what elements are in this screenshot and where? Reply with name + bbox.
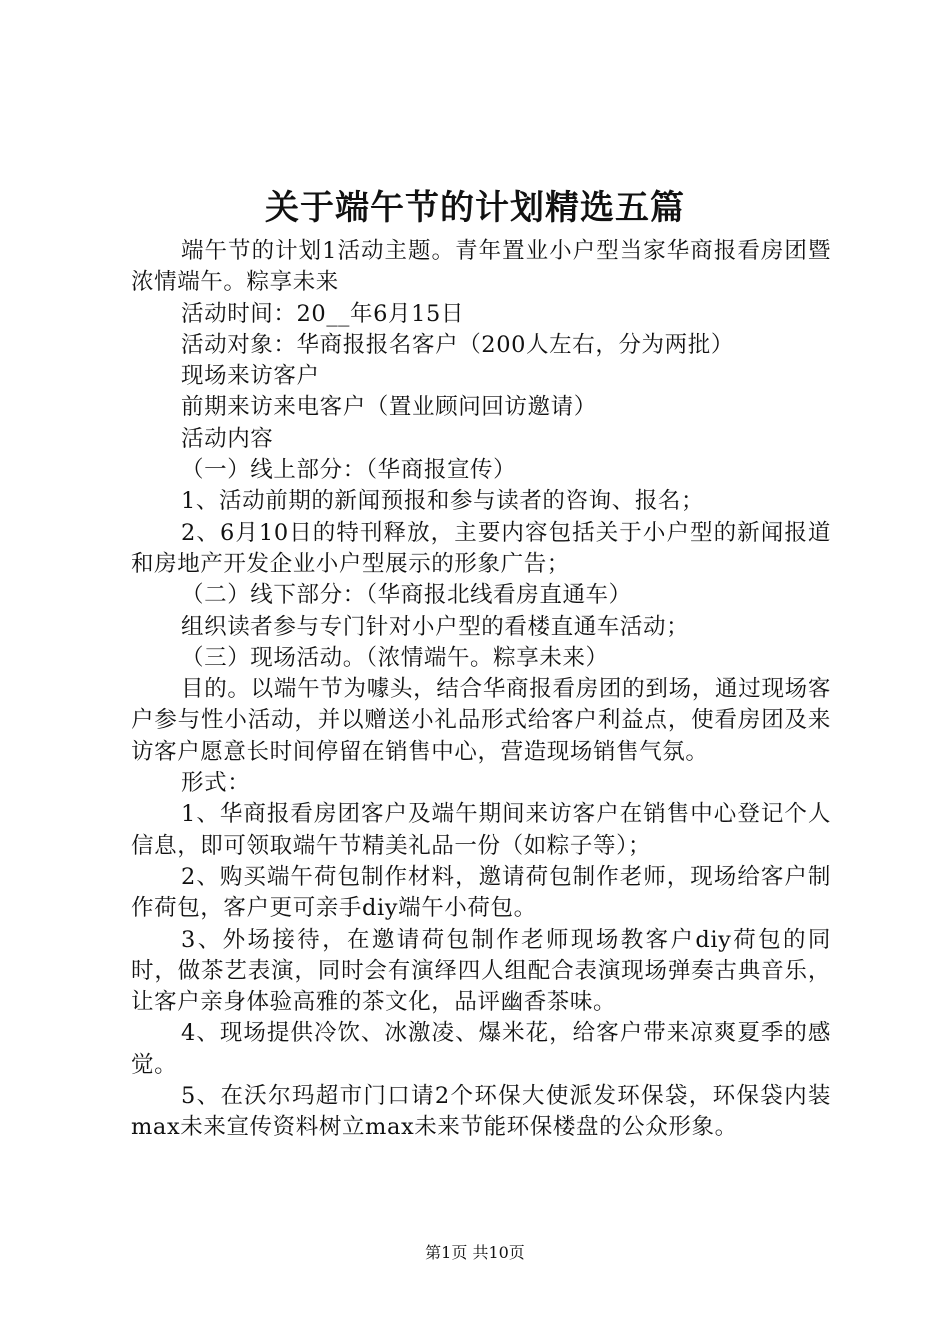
- paragraph: 活动内容: [181, 425, 274, 452]
- paragraph: 2、6月10日的特刊释放，主要内容包括关于小户型的新闻报道和房地产开发企业小户型展示的形象广告；: [131, 519, 831, 577]
- paragraph: 4、现场提供冷饮、冰激凌、爆米花，给客户带来凉爽夏季的感觉。: [131, 1020, 831, 1078]
- paragraph: （三）现场活动。（浓情端午。粽享未来）: [181, 644, 609, 671]
- paragraph: 端午节的计划1活动主题。青年置业小户型当家华商报看房团暨浓情端午。粽享未来: [131, 238, 831, 296]
- paragraph: 1、活动前期的新闻预报和参与读者的咨询、报名；: [181, 488, 705, 515]
- paragraph: 活动时间：20__年6月15日: [181, 300, 465, 327]
- paragraph: （一）线上部分：（华商报宣传）: [181, 457, 517, 484]
- paragraph: 活动对象：华商报报名客户（200人左右，分为两批）: [181, 331, 734, 358]
- paragraph: 3、外场接待，在邀请荷包制作老师现场教客户diy荷包的同时，做茶艺表演，同时会有演绎四人组配合表演现场弹奏古典音乐，让客户亲身体验高雅的茶文化，品评幽香茶味。: [131, 926, 831, 1016]
- document-body: [131, 236, 831, 1144]
- paragraph: （二）线下部分：（华商报北线看房直通车）: [181, 582, 632, 609]
- paragraph: 前期来访来电客户（置业顾问回访邀请）: [181, 394, 597, 421]
- paragraph: 目的。以端午节为噱头，结合华商报看房团的到场，通过现场客户参与性小活动，并以赠送小礼品形式给客户利益点，使看房团及来访客户愿意长时间停留在销售中心，营造现场销售气氛。: [131, 676, 831, 765]
- paragraph: 现场来访客户: [181, 363, 320, 390]
- document-title: 关于端午节的计划精选五篇: [265, 188, 685, 228]
- paragraph: 1、华商报看房团客户及端午期间来访客户在销售中心登记个人信息，即可领取端午节精美礼品一份（如粽子等）；: [131, 801, 831, 859]
- paragraph: 5、在沃尔玛超市门口请2个环保大使派发环保袋，环保袋内装max未来宣传资料树立max未来节能环保楼盘的公众形象。: [131, 1083, 831, 1141]
- paragraph: 2、购买端午荷包制作材料，邀请荷包制作老师，现场给客户制作荷包，客户更可亲手diy端午小荷包。: [131, 863, 831, 922]
- page-footer: 第1页 共10页: [425, 1243, 525, 1262]
- paragraph: 形式：: [181, 770, 251, 797]
- paragraph: 组织读者参与专门针对小户型的看楼直通车活动；: [181, 613, 690, 640]
